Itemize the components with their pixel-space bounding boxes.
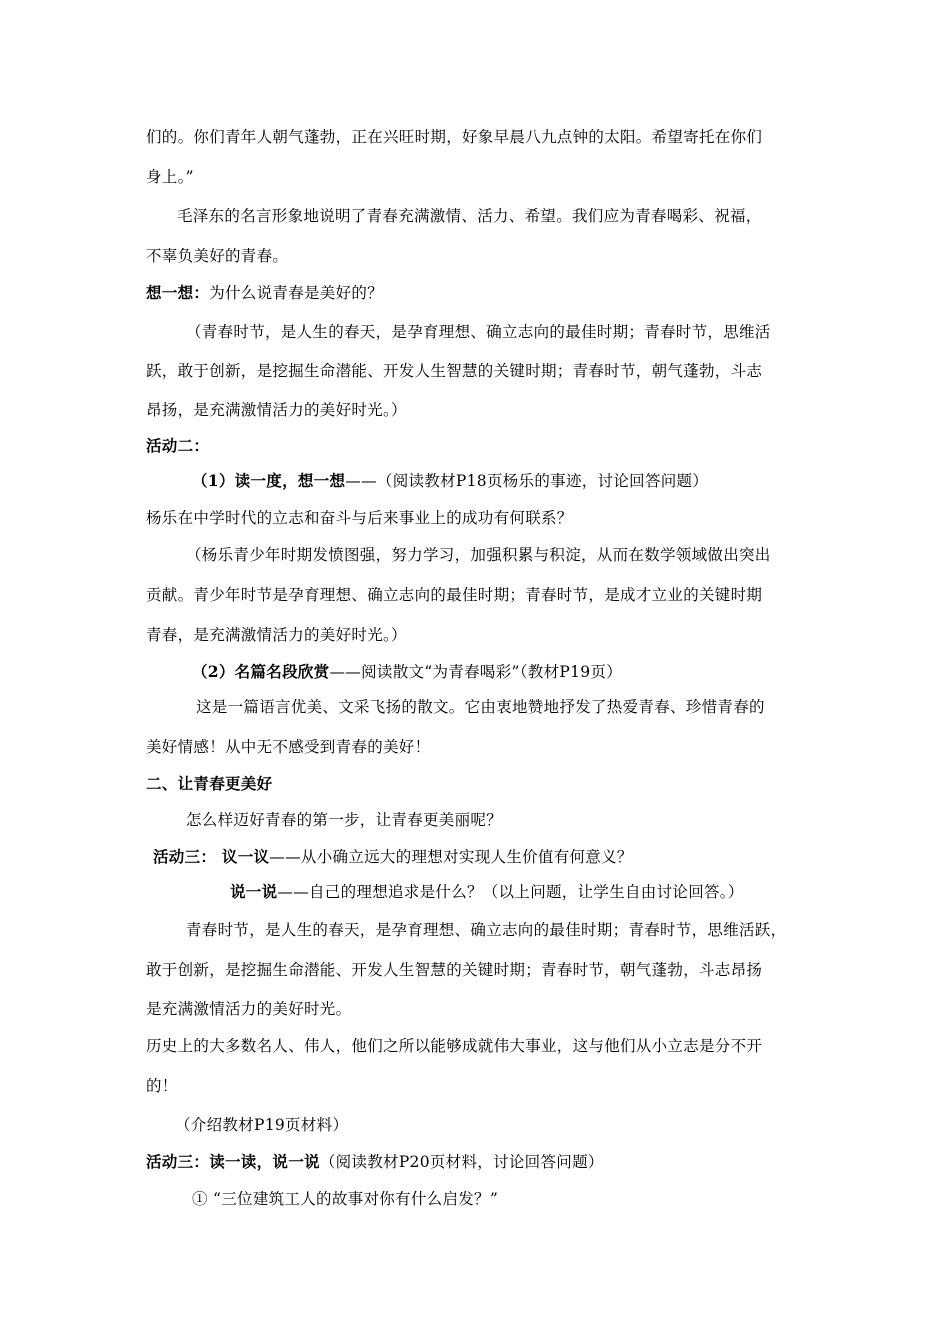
- line-text: 青春，是充满激情活力的美好时光。）: [146, 626, 407, 644]
- activity-heading: [153, 847, 633, 867]
- heading-label: （2）名篇名段欣赏: [192, 662, 330, 681]
- section-heading: [146, 774, 272, 794]
- text-line: [146, 1036, 762, 1056]
- text-line: [146, 960, 762, 980]
- line-text: （杨乐青少年时期发愤图强，努力学习，加强积累与积淀，从而在数学领域做出突出: [186, 546, 771, 564]
- line-text: ——从小确立远大的理想对实现人生价值有何意义？: [269, 848, 633, 866]
- text-line: [146, 625, 407, 645]
- line-text: ——自己的理想追求是什么？（以上问题，让学生自由讨论回答。）: [277, 883, 744, 901]
- line-text: （介绍教材P19页材料）: [175, 1116, 349, 1134]
- text-line: [186, 322, 771, 342]
- line-text: 跃，敢于创新，是挖掘生命潜能、开发人生智慧的关键时期；青春时节，朝气蓬勃，斗志: [146, 362, 763, 380]
- text-line: [146, 167, 194, 187]
- line-text: 怎么样迈好青春的第一步，让青春更美丽呢？: [186, 811, 503, 829]
- text-line: [146, 1076, 178, 1096]
- line-text: 毛泽东的名言形象地说明了青春充满激情、活力、希望。我们应为青春喝彩、祝福，: [177, 207, 762, 225]
- line-text: 的！: [146, 1077, 178, 1095]
- question-heading: [146, 283, 383, 303]
- text-line: [146, 737, 430, 757]
- subsection-heading: [230, 882, 744, 902]
- line-text: 这是一篇语言优美、文采飞扬的散文。它由衷地赞地抒发了热爱青春、珍惜青春的: [196, 698, 765, 716]
- text-line: [186, 810, 502, 830]
- heading-label: 二、让青春更美好: [146, 774, 273, 793]
- line-text: （青春时节，是人生的春天，是孕育理想、确立志向的最佳时期；青春时节，思维活: [186, 323, 771, 341]
- line-text: 们的。你们青年人朝气蓬勃，正在兴旺时期，好象早晨八九点钟的太阳。希望寄托在你们: [146, 128, 763, 146]
- text-line: [146, 585, 762, 605]
- line-text: 敢于创新，是挖掘生命潜能、开发人生智慧的关键时期；青春时节，朝气蓬勃，斗志昂扬: [146, 961, 763, 979]
- text-line: [186, 545, 771, 565]
- line-text: 美好情感！从中无不感受到青春的美好！: [146, 738, 431, 756]
- text-line: [146, 999, 351, 1019]
- line-text: 昂扬，是充满激情活力的美好时光。）: [146, 401, 407, 419]
- line-text: 杨乐在中学时代的立志和奋斗与后来事业上的成功有何联系？: [146, 509, 573, 527]
- subsection-heading: [192, 662, 622, 682]
- list-item: [192, 1189, 498, 1209]
- line-text: 不辜负美好的青春。: [146, 247, 289, 265]
- heading-label: 活动三：读一读，说一说: [146, 1152, 320, 1171]
- text-line: [146, 127, 762, 147]
- heading-label: 说一说: [230, 882, 278, 901]
- activity-heading: [146, 1152, 604, 1172]
- text-line: [146, 361, 762, 381]
- line-text: 贡献。青少年时节是孕育理想、确立志向的最佳时期；青春时节，是成才立业的关键时期: [146, 586, 763, 604]
- text-line: [146, 400, 407, 420]
- text-line: [177, 206, 762, 226]
- line-text: （阅读教材P20页材料，讨论回答问题）: [319, 1153, 604, 1171]
- line-text: 为什么说青春是美好的？: [209, 284, 384, 302]
- text-line: [146, 508, 573, 528]
- activity-heading: [146, 436, 209, 456]
- line-text: ① “三位建筑工人的故事对你有什么启发？”: [192, 1190, 499, 1208]
- text-line: [186, 920, 786, 940]
- line-text: ——阅读散文“为青春喝彩”（教材P19页）: [329, 663, 623, 681]
- text-line: [175, 1115, 348, 1135]
- text-line: [146, 246, 288, 266]
- line-text: 青春时节，是人生的春天，是孕育理想、确立志向的最佳时期；青春时节，思维活跃，: [186, 921, 787, 939]
- heading-label: 想一想：: [146, 283, 210, 302]
- heading-label: 活动二：: [146, 436, 210, 455]
- heading-label: （1）读一度，想一想: [192, 471, 346, 490]
- line-text: 历史上的大多数名人、伟人，他们之所以能够成就伟大事业，这与他们从小立志是分不开: [146, 1037, 763, 1055]
- subsection-heading: [192, 471, 708, 491]
- text-line: [196, 697, 765, 717]
- line-text: 身上。”: [146, 168, 194, 186]
- line-text: 是充满激情活力的美好时光。: [146, 1000, 352, 1018]
- heading-label: 活动三： 议一议: [153, 847, 270, 866]
- line-text: ——（阅读教材P18页杨乐的事迹，讨论回答问题）: [345, 472, 709, 490]
